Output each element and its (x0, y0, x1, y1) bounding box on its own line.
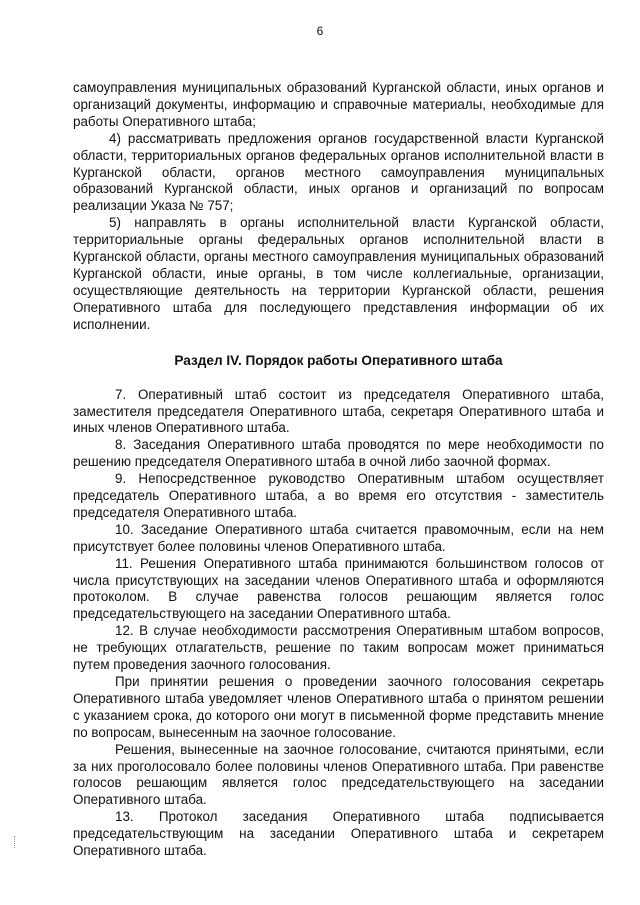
paragraph-10: 10. Заседание Оперативного штаба считается правомочным, если на нем присутствует более половины членов Оперативного штаба. (73, 521, 604, 554)
page-number: 6 (316, 24, 324, 38)
section-heading: Раздел IV. Порядок работы Оперативного штаба (174, 352, 503, 368)
paragraph-11: 11. Решения Оперативного штаба принимаются большинством голосов от числа присутствующих на заседании членов Оперативного штаба и оформляются протоколом. В случае равенства голосов решающим является голос председательствующего на заседании Оперативного штаба. (73, 555, 604, 622)
paragraph-12-voting-result: Решения, вынесенные на заочное голосование, считаются принятыми, если за них проголосовало более половины членов Оперативного штаба. При равенстве голосов решающим является голос председательствующего на заседании Оперативного штаба. (73, 741, 604, 808)
paragraph-item-4: 4) рассматривать предложения органов государственной власти Курганской области, территориальных органов федеральных органов исполнительной власти в Курганской области, органов местного самоуправления муниципальных образований Курганской области, иных органов и организаций по вопросам реализации Указа № 757; (73, 130, 604, 214)
paragraph-12-voting-notice: При принятии решения о проведении заочного голосования секретарь Оперативного штаба уведомляет членов Оперативного штаба о принятом решении с указанием срока, до которого они могут в письменной форме представить мнение по вопросам, вынесенным на заочное голосование. (73, 674, 604, 740)
paragraph-continuation: самоуправления муниципальных образований Курганской области, иных органов и организаций документы, информацию и справочные материалы, необходимые для работы Оперативного штаба; (73, 80, 604, 129)
document-body (73, 80, 604, 860)
paragraph-7: 7. Оперативный штаб состоит из председателя Оперативного штаба, заместителя председателя Оперативного штаба, секретаря Оперативного штаба и иных членов Оперативного штаба. (73, 386, 604, 436)
paragraph-13: 13. Протокол заседания Оперативного штаба подписывается председательствующим на заседании Оперативного штаба и секретарем Оперативного штаба. (73, 809, 604, 859)
margin-mark (14, 836, 16, 848)
paragraph-8: 8. Заседания Оперативного штаба проводятся по мере необходимости по решению председателя Оперативного штаба в очной либо заочной формах. (73, 437, 604, 470)
paragraph-12: 12. В случае необходимости рассмотрения Оперативным штабом вопросов, не требующих отлагательств, решение по таким вопросам может приниматься путем проведения заочного голосования. (73, 623, 604, 673)
paragraph-item-5: 5) направлять в органы исполнительной власти Курганской области, территориальные органы федеральных органов исполнительной власти в Курганской области, органы местного самоуправления муниципальных образований Курганской области, иные органы, в том числе коллегиальные, организации, осуществляющие деятельность на территории Курганской области, решения Оперативного штаба для последующего представления информации об их исполнении. (73, 215, 604, 332)
paragraph-9: 9. Непосредственное руководство Оперативным штабом осуществляет председатель Оперативного штаба, а во время его отсутствия - заместитель председателя Оперативного штаба. (73, 471, 604, 520)
